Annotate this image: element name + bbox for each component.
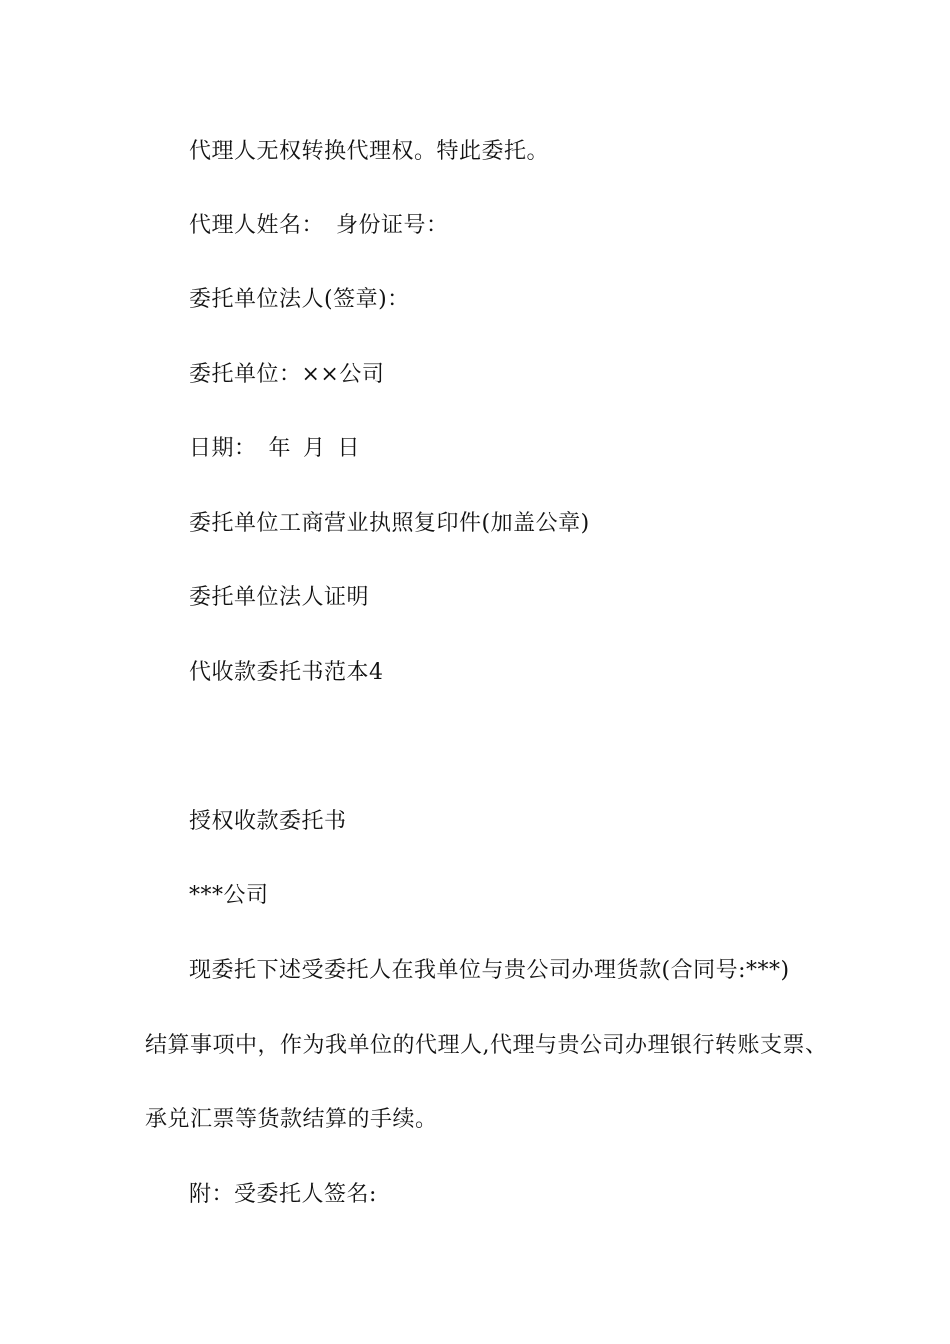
text-line-entrusting-unit (189, 360, 384, 390)
body-text-3: 承兑汇票等货款结算的手续。 (145, 1107, 438, 1132)
agent-name-label: 代理人姓名： (189, 213, 325, 238)
text-line-no-transfer (189, 137, 549, 167)
id-number-label: 身份证号： (336, 213, 449, 238)
date-label: 日期： (189, 436, 257, 461)
legal-rep-proof-text: 委托单位法人证明 (189, 585, 370, 610)
text-line-addressee (189, 881, 269, 911)
date-month: 月 (303, 436, 326, 461)
text-line-business-license (189, 509, 590, 539)
text-no-transfer: 代理人无权转换代理权。特此委托。 (189, 139, 550, 164)
signature-label: 附：受委托人签名: (189, 1182, 377, 1207)
business-license-text: 委托单位工商营业执照复印件(加盖公章) (189, 511, 590, 536)
text-line-date (189, 434, 360, 464)
body-text-1: 现委托下述受委托人在我单位与贵公司办理货款(合同号:***) (189, 958, 790, 983)
text-line-body-3 (145, 1105, 438, 1135)
text-line-legal-rep-proof (189, 583, 369, 613)
text-line-template-title (189, 658, 384, 688)
entrusting-unit-label: 委托单位：××公司 (189, 362, 385, 387)
text-line-agent-info (189, 211, 449, 241)
legal-rep-seal-label: 委托单位法人(签章)： (189, 287, 410, 312)
text-line-signature (189, 1180, 377, 1210)
date-day: 日 (337, 436, 361, 461)
body-text-2: 结算事项中，作为我单位的代理人,代理与贵公司办理银行转账支票、 (145, 1033, 828, 1058)
letter-title: 授权收款委托书 (189, 809, 347, 834)
text-line-body-1 (189, 956, 790, 986)
text-line-body-2 (145, 1031, 828, 1061)
addressee: ***公司 (189, 883, 269, 908)
template-title: 代收款委托书范本4 (189, 660, 384, 685)
date-year: 年 (268, 436, 292, 461)
text-line-letter-title (189, 807, 347, 837)
text-line-legal-rep-seal (189, 285, 410, 315)
